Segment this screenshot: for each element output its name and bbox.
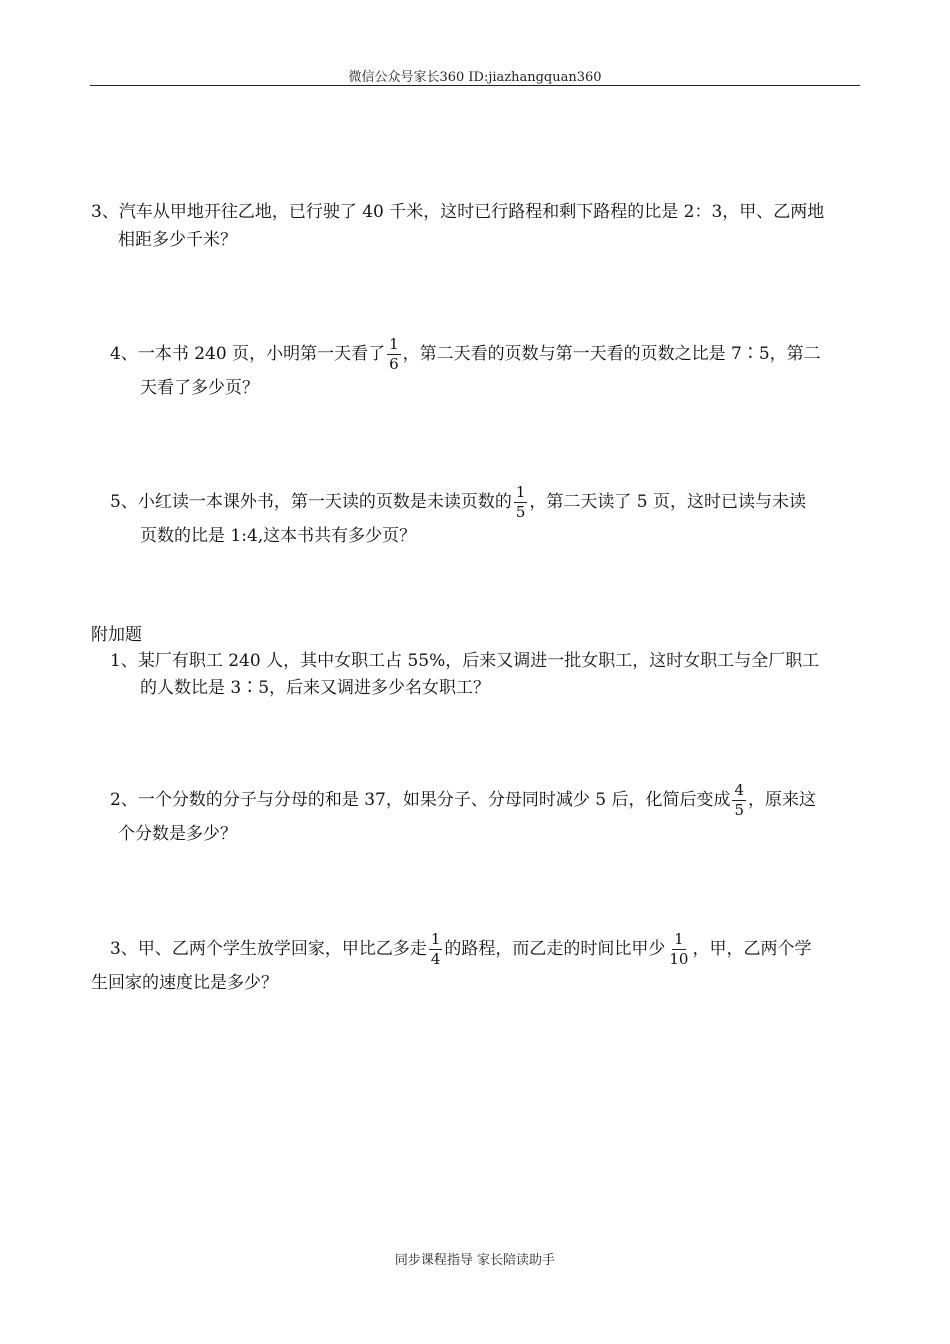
fraction-one-sixth: [387, 336, 401, 373]
question-5-line-2: 页数的比是 1:4,这本书共有多少页？: [140, 526, 417, 546]
fraction-four-fifths: [732, 782, 746, 819]
fraction-one-tenth: [667, 931, 690, 968]
question-4-line-1: [110, 336, 821, 373]
bonus-question-3-line-1: [110, 931, 811, 968]
bonus-question-1-line-2: 的人数比是 3∶5，后来又调进多少名女职工？: [140, 678, 491, 698]
fraction-denominator: 4: [430, 950, 441, 968]
bonus-question-3-text-b: 的路程，而乙走的时间比甲少: [444, 939, 666, 959]
fraction-numerator: 1: [389, 335, 399, 353]
fraction-one-fourth: [429, 931, 443, 968]
fraction-one-fifth: [514, 484, 528, 521]
fraction-numerator: 1: [515, 483, 526, 501]
question-3-line-2: 相距多少千米？: [118, 230, 237, 250]
bonus-question-3-line-2: 生回家的速度比是多少？: [91, 973, 278, 993]
fraction-numerator: 1: [430, 930, 441, 948]
page-footer: 同步课程指导 家长陪读助手: [394, 1253, 556, 1268]
bonus-question-2-line-2: 个分数是多少？: [118, 824, 237, 844]
fraction-denominator: 5: [734, 801, 745, 819]
bonus-question-2-text-a: 2、一个分数的分子与分母的和是 37，如果分子、分母同时减少 5 后，化简后变成: [110, 790, 731, 810]
fraction-denominator: 6: [389, 355, 399, 373]
bonus-section-title: 附加题: [91, 625, 142, 645]
bonus-question-3-text-a: 3、甲、乙两个学生放学回家，甲比乙多走: [110, 939, 427, 959]
page-header: 微信公众号家长360 ID:jiazhangquan360: [348, 70, 602, 85]
question-3-line-1: 3、汽车从甲地开往乙地，已行驶了 40 千米，这时已行路程和剩下路程的比是 2：3，甲、乙两地: [91, 202, 825, 222]
bonus-question-2-line-1: [110, 782, 816, 819]
fraction-numerator: 4: [734, 781, 745, 799]
fraction-numerator: 1: [674, 930, 684, 948]
question-5-line-1: [110, 484, 806, 521]
bonus-question-3-text-c: ，甲，乙两个学: [692, 939, 812, 959]
question-4-text-b: ，第二天看的页数与第一天看的页数之比是 7∶5，第二: [402, 344, 821, 364]
question-5-text-a: 5、小红读一本课外书，第一天读的页数是未读页数的: [110, 492, 512, 512]
question-4-line-2: 天看了多少页？: [140, 378, 259, 398]
bonus-question-1-line-1: 1、某厂有职工 240 人，其中女职工占 55%，后来又调进一批女职工，这时女职工与全厂职工: [110, 651, 820, 671]
question-5-text-b: ，第二天读了 5 页，这时已读与未读: [529, 492, 806, 512]
question-4-text-a: 4、一本书 240 页，小明第一天看了: [110, 344, 386, 364]
bonus-question-2-text-b: ，原来这: [748, 790, 817, 810]
fraction-denominator: 5: [515, 503, 526, 521]
header-rule: [90, 85, 860, 86]
fraction-denominator: 10: [669, 950, 689, 968]
